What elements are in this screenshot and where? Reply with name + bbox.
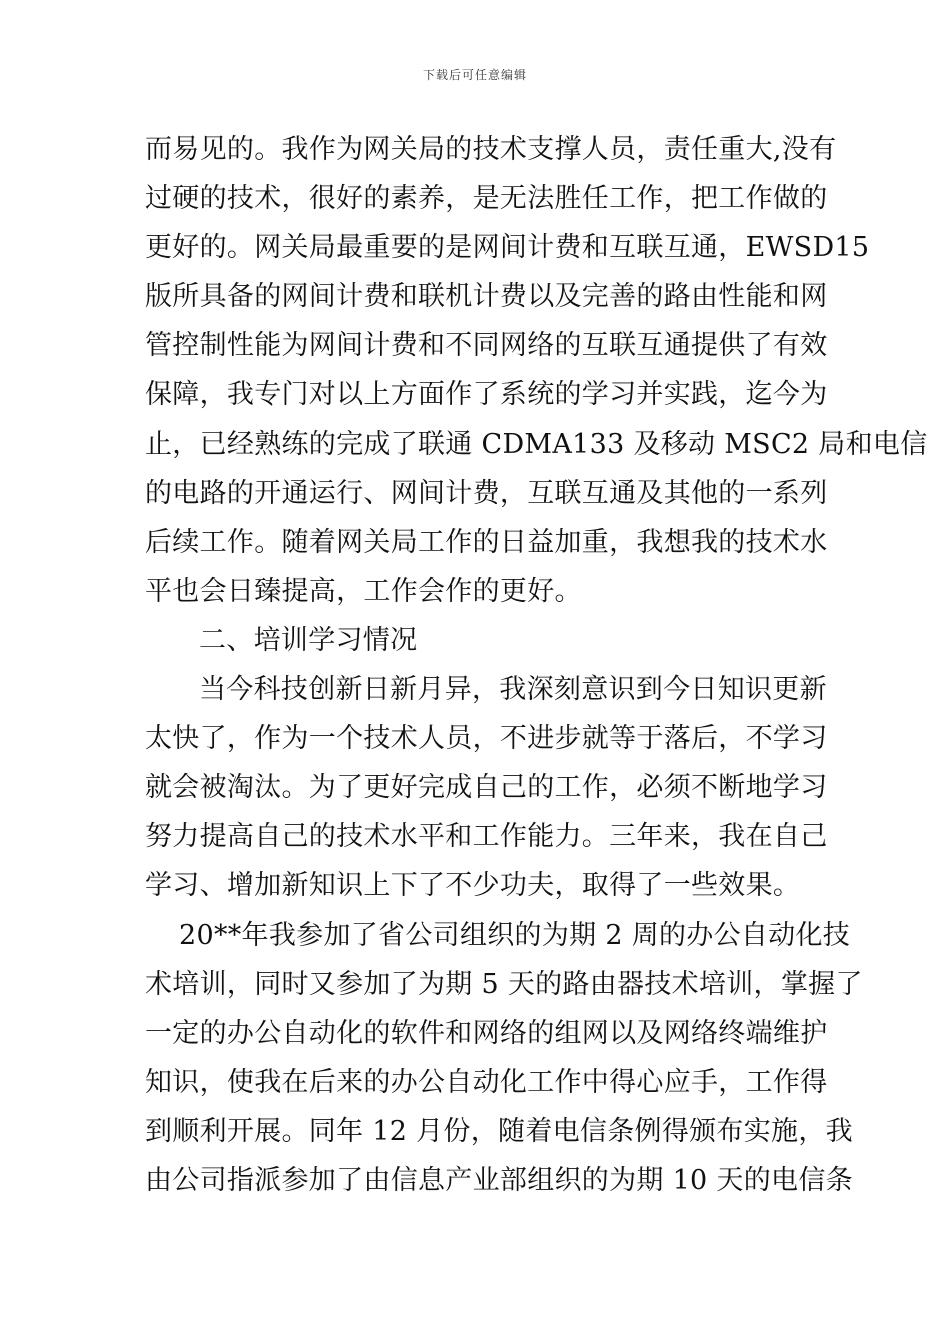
text-line: 20**年我参加了省公司组织的为期 2 周的办公自动化技	[179, 919, 851, 951]
text-line: 到顺利开展。同年 12 月份，随着电信条例得颁布实施，我	[145, 1115, 853, 1147]
text-line: 管控制性能为网间计费和不同网络的互联互通提供了有效	[145, 330, 828, 362]
text-line: 后续工作。随着网关局工作的日益加重，我想我的技术水	[145, 526, 828, 558]
text-line: 学习、增加新知识上下了不少功夫，取得了一些效果。	[145, 870, 801, 902]
text-line: 一定的办公自动化的软件和网络的组网以及网络终端维护	[145, 1017, 828, 1049]
text-line: 版所具备的网间计费和联机计费以及完善的路由性能和网	[145, 281, 828, 313]
text-line: 由公司指派参加了由信息产业部组织的为期 10 天的电信条	[145, 1164, 853, 1196]
page-header: 下载后可任意编辑	[422, 68, 527, 82]
text-line: 止，已经熟练的完成了联通 CDMA133 及移动 MSC2 局和电信	[145, 428, 928, 460]
text-line: 太快了，作为一个技术人员，不进步就等于落后，不学习	[145, 723, 828, 755]
text-line: 更好的。网关局最重要的是网间计费和互联互通，EWSD15	[145, 232, 870, 264]
text-line: 保障，我专门对以上方面作了系统的学习并实践，迄今为	[145, 379, 828, 411]
text-line: 知识，使我在后来的办公自动化工作中得心应手，工作得	[145, 1066, 828, 1098]
body-text	[145, 125, 928, 1205]
text-line: 平也会日臻提高，工作会作的更好。	[145, 575, 582, 607]
text-line: 的电路的开通运行、网间计费，互联互通及其他的一系列	[145, 477, 828, 509]
text-line: 当今科技创新日新月异，我深刻意识到今日知识更新	[199, 674, 827, 706]
text-line: 就会被淘汰。为了更好完成自己的工作，必须不断地学习	[145, 772, 828, 804]
text-line: 过硬的技术，很好的素养，是无法胜任工作，把工作做的	[145, 183, 828, 215]
text-line: 而易见的。我作为网关局的技术支撑人员，责任重大,没有	[145, 134, 837, 165]
section-heading: 二、培训学习情况	[199, 624, 418, 656]
text-line: 术培训，同时又参加了为期 5 天的路由器技术培训，掌握了	[145, 968, 863, 1000]
text-line: 努力提高自己的技术水平和工作能力。三年来，我在自己	[145, 821, 828, 853]
